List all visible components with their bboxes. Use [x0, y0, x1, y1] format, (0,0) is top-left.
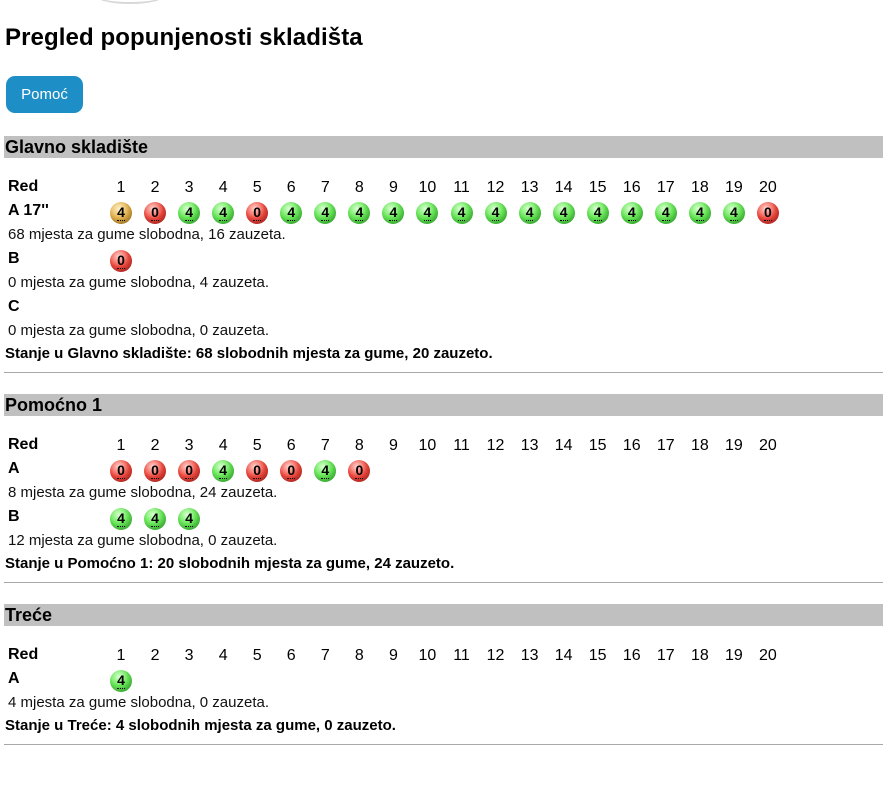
column-number: 15: [588, 437, 607, 454]
slot-value: 4: [389, 204, 398, 220]
column-number: 6: [286, 179, 296, 196]
warehouse-total: Stanje u Treće: 4 slobodnih mjesta za gume, 0 zauzeto.: [5, 717, 396, 734]
column-number: 4: [218, 647, 228, 664]
column-number: 14: [554, 179, 573, 196]
slot-value: 4: [355, 204, 364, 220]
warehouse-title: Treće: [4, 604, 883, 626]
storage-row: [0, 667, 883, 691]
tire-slot-full[interactable]: [280, 460, 302, 482]
tire-slot-full[interactable]: [348, 460, 370, 482]
slot-value: 0: [151, 462, 159, 478]
slot-value: 0: [117, 252, 125, 268]
column-number: 9: [388, 437, 398, 454]
slot-value: 4: [695, 204, 704, 220]
column-number: 4: [218, 179, 228, 196]
help-button[interactable]: Pomoć: [6, 76, 83, 113]
column-number: 16: [622, 437, 641, 454]
tire-slot-free[interactable]: [110, 670, 132, 692]
column-number: 18: [690, 647, 709, 664]
tire-slot-free[interactable]: [110, 508, 132, 530]
tire-slot-free[interactable]: [348, 202, 370, 224]
column-number: 1: [116, 437, 126, 454]
tire-slot-full[interactable]: [144, 202, 166, 224]
slot-value: 0: [253, 462, 262, 478]
column-number: 8: [354, 647, 364, 664]
column-number: 14: [554, 437, 573, 454]
tire-slot-full[interactable]: [246, 202, 268, 224]
column-number: 4: [218, 437, 228, 454]
column-number: 3: [184, 437, 194, 454]
storage-row: [0, 199, 883, 223]
row-summary: 0 mjesta za gume slobodna, 4 zauzeta.: [8, 274, 269, 291]
column-number: 19: [724, 647, 743, 664]
column-number: 17: [656, 437, 675, 454]
tire-slot-free[interactable]: [451, 202, 473, 224]
column-number: 11: [453, 179, 470, 196]
column-number: 9: [388, 179, 398, 196]
column-number: 12: [486, 179, 505, 196]
tire-slot-free[interactable]: [178, 202, 200, 224]
row-summary: 12 mjesta za gume slobodna, 0 zauzeta.: [8, 532, 278, 549]
column-number: 2: [150, 437, 160, 454]
top-decoration: [95, 0, 165, 4]
slot-value: 4: [219, 204, 228, 220]
slot-value: 0: [355, 462, 364, 478]
slot-value: 4: [219, 462, 228, 478]
slot-value: 0: [185, 462, 193, 478]
row-summary: 0 mjesta za gume slobodna, 0 zauzeta.: [8, 322, 269, 339]
row-header-label: Red: [8, 178, 39, 195]
column-number: 12: [486, 647, 505, 664]
storage-row: [0, 505, 883, 529]
page-title: Pregled popunjenosti skladišta: [5, 24, 363, 51]
tire-slot-free[interactable]: [416, 202, 438, 224]
row-summary: 4 mjesta za gume slobodna, 0 zauzeta.: [8, 694, 269, 711]
row-label: B: [8, 508, 20, 525]
column-number: 1: [116, 647, 126, 664]
column-header-row: [0, 175, 883, 199]
column-number: 1: [116, 179, 126, 196]
tire-slot-free[interactable]: [314, 202, 336, 224]
column-number: 17: [656, 179, 675, 196]
column-number: 6: [286, 437, 296, 454]
slot-value: 4: [321, 204, 330, 220]
slot-value: 4: [729, 204, 738, 220]
tire-slot-free[interactable]: [621, 202, 643, 224]
tire-slot-free[interactable]: [485, 202, 507, 224]
column-number: 2: [150, 647, 160, 664]
column-number: 17: [656, 647, 675, 664]
tire-slot-free[interactable]: [655, 202, 677, 224]
tire-slot-free[interactable]: [178, 508, 200, 530]
column-number: 13: [520, 437, 539, 454]
column-number: 18: [690, 179, 709, 196]
slot-value: 0: [764, 204, 772, 220]
slot-value: 4: [185, 510, 193, 526]
storage-row: [0, 247, 883, 271]
tire-slot-partial[interactable]: [110, 202, 132, 224]
slot-value: 4: [117, 204, 125, 220]
column-number: 19: [724, 179, 743, 196]
tire-slot-free[interactable]: [280, 202, 302, 224]
slot-value: 4: [117, 510, 125, 526]
warehouse-section: [0, 394, 883, 583]
tire-slot-free[interactable]: [212, 460, 234, 482]
row-label: C: [8, 298, 20, 315]
row-summary: 68 mjesta za gume slobodna, 16 zauzeta.: [8, 226, 286, 243]
column-number: 20: [759, 179, 777, 196]
tire-slot-free[interactable]: [689, 202, 711, 224]
column-number: 5: [252, 179, 262, 196]
slot-value: 4: [321, 462, 330, 478]
column-number: 8: [354, 437, 364, 454]
column-number: 8: [354, 179, 364, 196]
tire-slot-full[interactable]: [178, 460, 200, 482]
storage-row: [0, 295, 883, 319]
warehouse-title: Glavno skladište: [4, 136, 883, 158]
column-number: 3: [184, 179, 194, 196]
column-number: 10: [418, 647, 437, 664]
column-number: 3: [184, 647, 194, 664]
row-label: B: [8, 250, 20, 267]
slot-value: 0: [287, 462, 296, 478]
tire-slot-free[interactable]: [587, 202, 609, 224]
warehouse-list: [0, 136, 883, 745]
row-label: A 17'': [8, 202, 49, 219]
tire-slot-free[interactable]: [212, 202, 234, 224]
slot-value: 4: [457, 204, 466, 220]
column-number: 5: [252, 647, 262, 664]
tire-slot-full[interactable]: [144, 460, 166, 482]
tire-slot-free[interactable]: [144, 508, 166, 530]
slot-value: 4: [593, 204, 602, 220]
column-number: 7: [320, 179, 330, 196]
slot-value: 0: [253, 204, 262, 220]
column-number: 11: [453, 437, 470, 454]
column-number: 16: [622, 647, 641, 664]
slot-value: 4: [627, 204, 636, 220]
column-number: 18: [690, 437, 709, 454]
tire-slot-full[interactable]: [110, 250, 132, 272]
column-number: 15: [588, 647, 607, 664]
column-header-row: [0, 433, 883, 457]
slot-value: 4: [661, 204, 670, 220]
column-number: 7: [320, 437, 330, 454]
tire-slot-free[interactable]: [314, 460, 336, 482]
slot-value: 4: [491, 204, 500, 220]
slot-value: 0: [117, 462, 125, 478]
section-divider: [4, 744, 883, 745]
slot-value: 4: [423, 204, 432, 220]
column-number: 6: [286, 647, 296, 664]
tire-slot-full[interactable]: [757, 202, 779, 224]
column-number: 19: [724, 437, 743, 454]
row-header-label: Red: [8, 436, 39, 453]
row-header-label: Red: [8, 646, 39, 663]
warehouse-section: [0, 136, 883, 373]
section-divider: [4, 372, 883, 373]
slot-value: 4: [151, 510, 159, 526]
column-number: 15: [588, 179, 607, 196]
row-label: A: [8, 670, 20, 687]
row-label: A: [8, 460, 20, 477]
warehouse-total: Stanje u Pomoćno 1: 20 slobodnih mjesta za gume, 24 zauzeto.: [5, 555, 455, 572]
slot-value: 4: [559, 204, 568, 220]
tire-slot-full[interactable]: [246, 460, 268, 482]
column-number: 20: [759, 647, 777, 664]
slot-value: 0: [151, 204, 159, 220]
column-header-row: [0, 643, 883, 667]
column-number: 9: [388, 647, 398, 664]
column-number: 14: [554, 647, 573, 664]
warehouse-title: Pomoćno 1: [4, 394, 883, 416]
tire-slot-full[interactable]: [110, 460, 132, 482]
tire-slot-free[interactable]: [382, 202, 404, 224]
column-number: 16: [622, 179, 641, 196]
tire-slot-free[interactable]: [519, 202, 541, 224]
column-number: 10: [418, 179, 437, 196]
column-number: 13: [520, 179, 539, 196]
tire-slot-free[interactable]: [553, 202, 575, 224]
slot-value: 4: [185, 204, 193, 220]
storage-row: [0, 457, 883, 481]
column-number: 12: [486, 437, 505, 454]
column-number: 5: [252, 437, 262, 454]
slot-value: 4: [117, 672, 125, 688]
column-number: 20: [759, 437, 777, 454]
section-divider: [4, 582, 883, 583]
warehouse-total: Stanje u Glavno skladište: 68 slobodnih mjesta za gume, 20 zauzeto.: [5, 345, 493, 362]
column-number: 2: [150, 179, 160, 196]
slot-value: 4: [287, 204, 296, 220]
column-number: 11: [453, 647, 470, 664]
column-number: 10: [418, 437, 437, 454]
row-summary: 8 mjesta za gume slobodna, 24 zauzeta.: [8, 484, 278, 501]
column-number: 7: [320, 647, 330, 664]
slot-value: 4: [525, 204, 534, 220]
tire-slot-free[interactable]: [723, 202, 745, 224]
column-number: 13: [520, 647, 539, 664]
warehouse-section: [0, 604, 883, 745]
